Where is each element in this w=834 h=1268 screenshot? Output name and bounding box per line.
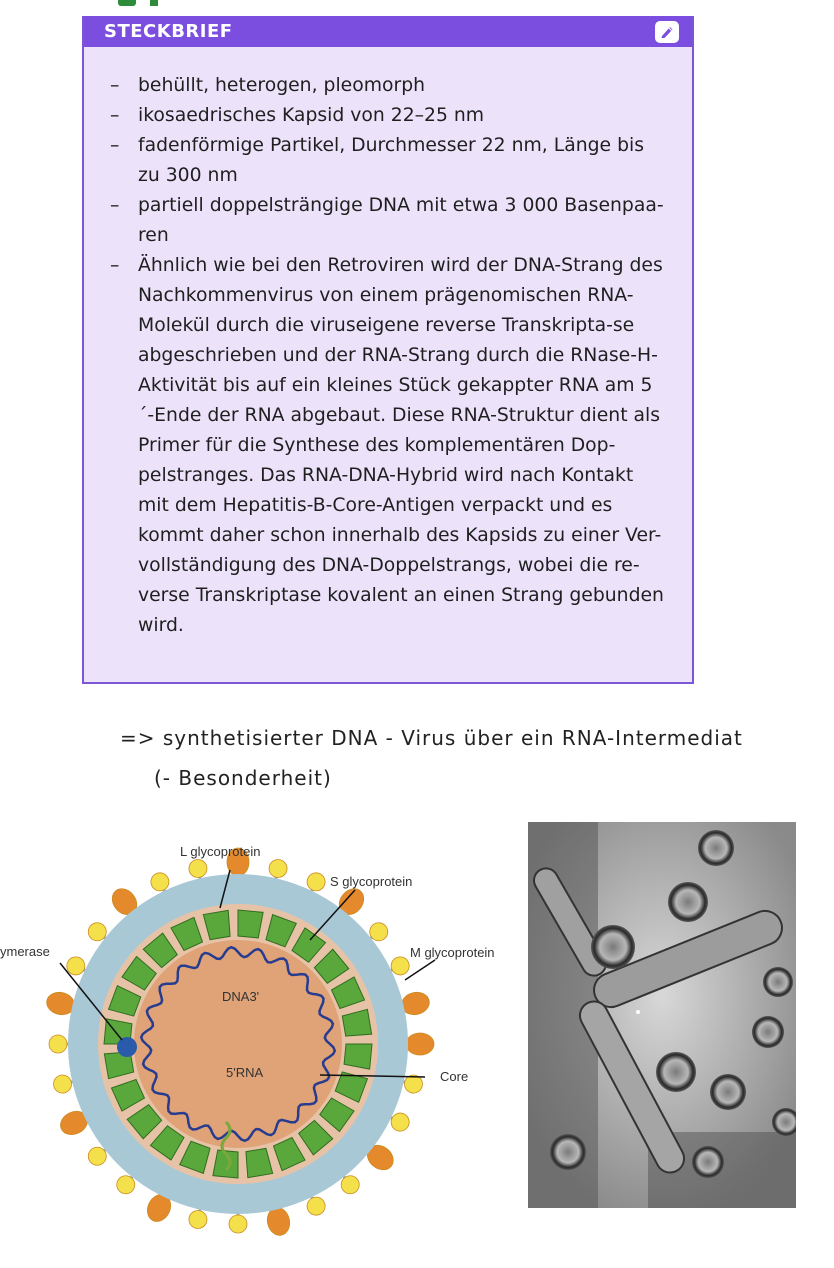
list-item: – Ähnlich wie bei den Retroviren wird der DNA-Strang des Nachkommenvirus von einem prägenomischen RNA-Molekül durch die viruseigene reverse Transkripta-se abgeschrieben und der RNA-Strang durch die RNase-H-Aktivität bis auf ein kleines Stück gekappter RNA am 5´-Ende der RNA abgebaut. Diese RNA-Struktur dient als Primer für die Synthese des komplementären Dop-pelstranges. Das RNA-DNA-Hybrid wird nach Kontakt mit dem Hepatitis-B-Core-Antigen verpackt und es kommt daher schon innerhalb des Kapsids zu einer Ver-vollständigung des DNA-Doppelstrangs, wobei die re-verse Transkriptase kovalent an einen Strang gebunden wird. xyxy=(110,251,668,641)
steckbrief-header xyxy=(84,16,692,47)
steckbrief-title: STECKBRIEF xyxy=(104,21,233,42)
header-green-mark xyxy=(150,0,158,6)
list-item: – fadenförmige Partikel, Durchmesser 22 nm, Länge bis zu 300 nm xyxy=(110,131,668,191)
core-interior xyxy=(134,940,342,1148)
header-green-mark xyxy=(118,0,136,6)
s-glycoprotein-spike xyxy=(52,1073,74,1095)
list-item: – behüllt, heterogen, pleomorph xyxy=(110,71,668,101)
s-glycoprotein-spike xyxy=(187,1209,209,1231)
list-item: – partiell doppelsträngige DNA mit etwa 3 000 Basenpaa-ren xyxy=(110,191,668,251)
s-glycoprotein-spike xyxy=(187,858,209,880)
s-glycoprotein-spike xyxy=(229,1215,247,1233)
steckbrief-box xyxy=(82,16,694,684)
core-protein-unit xyxy=(238,910,263,938)
s-glycoprotein-spike xyxy=(267,858,289,880)
pencil-edit-icon[interactable] xyxy=(655,21,679,43)
label-core: Core xyxy=(440,1069,469,1084)
handwritten-note xyxy=(120,718,743,798)
label-s-glycoprotein: S glycoprotein xyxy=(330,874,413,889)
handwritten-note-line: (- Besonderheit) xyxy=(154,766,332,790)
l-glycoprotein-spike xyxy=(406,1033,434,1055)
core-protein-unit xyxy=(344,1044,372,1069)
label-5-rna: 5'RNA xyxy=(226,1065,264,1080)
polymerase-marker xyxy=(117,1037,137,1057)
label-pointer xyxy=(405,960,435,980)
label-m-glycoprotein: M glycoprotein xyxy=(410,945,495,960)
list-item: – ikosaedrisches Kapsid von 22–25 nm xyxy=(110,101,668,131)
label-l-glycoprotein: L glycoprotein xyxy=(180,844,261,859)
virus-structure-diagram xyxy=(0,830,520,1260)
s-glycoprotein-spike xyxy=(49,1035,67,1053)
label-dna3: DNA3' xyxy=(222,989,260,1004)
label-polymerase: ymerase xyxy=(0,944,50,959)
steckbrief-list xyxy=(84,47,692,641)
electron-micrograph xyxy=(528,822,796,1208)
handwritten-note-line: => synthetisierter DNA - Virus über ein RNA-Intermediat xyxy=(120,726,743,750)
